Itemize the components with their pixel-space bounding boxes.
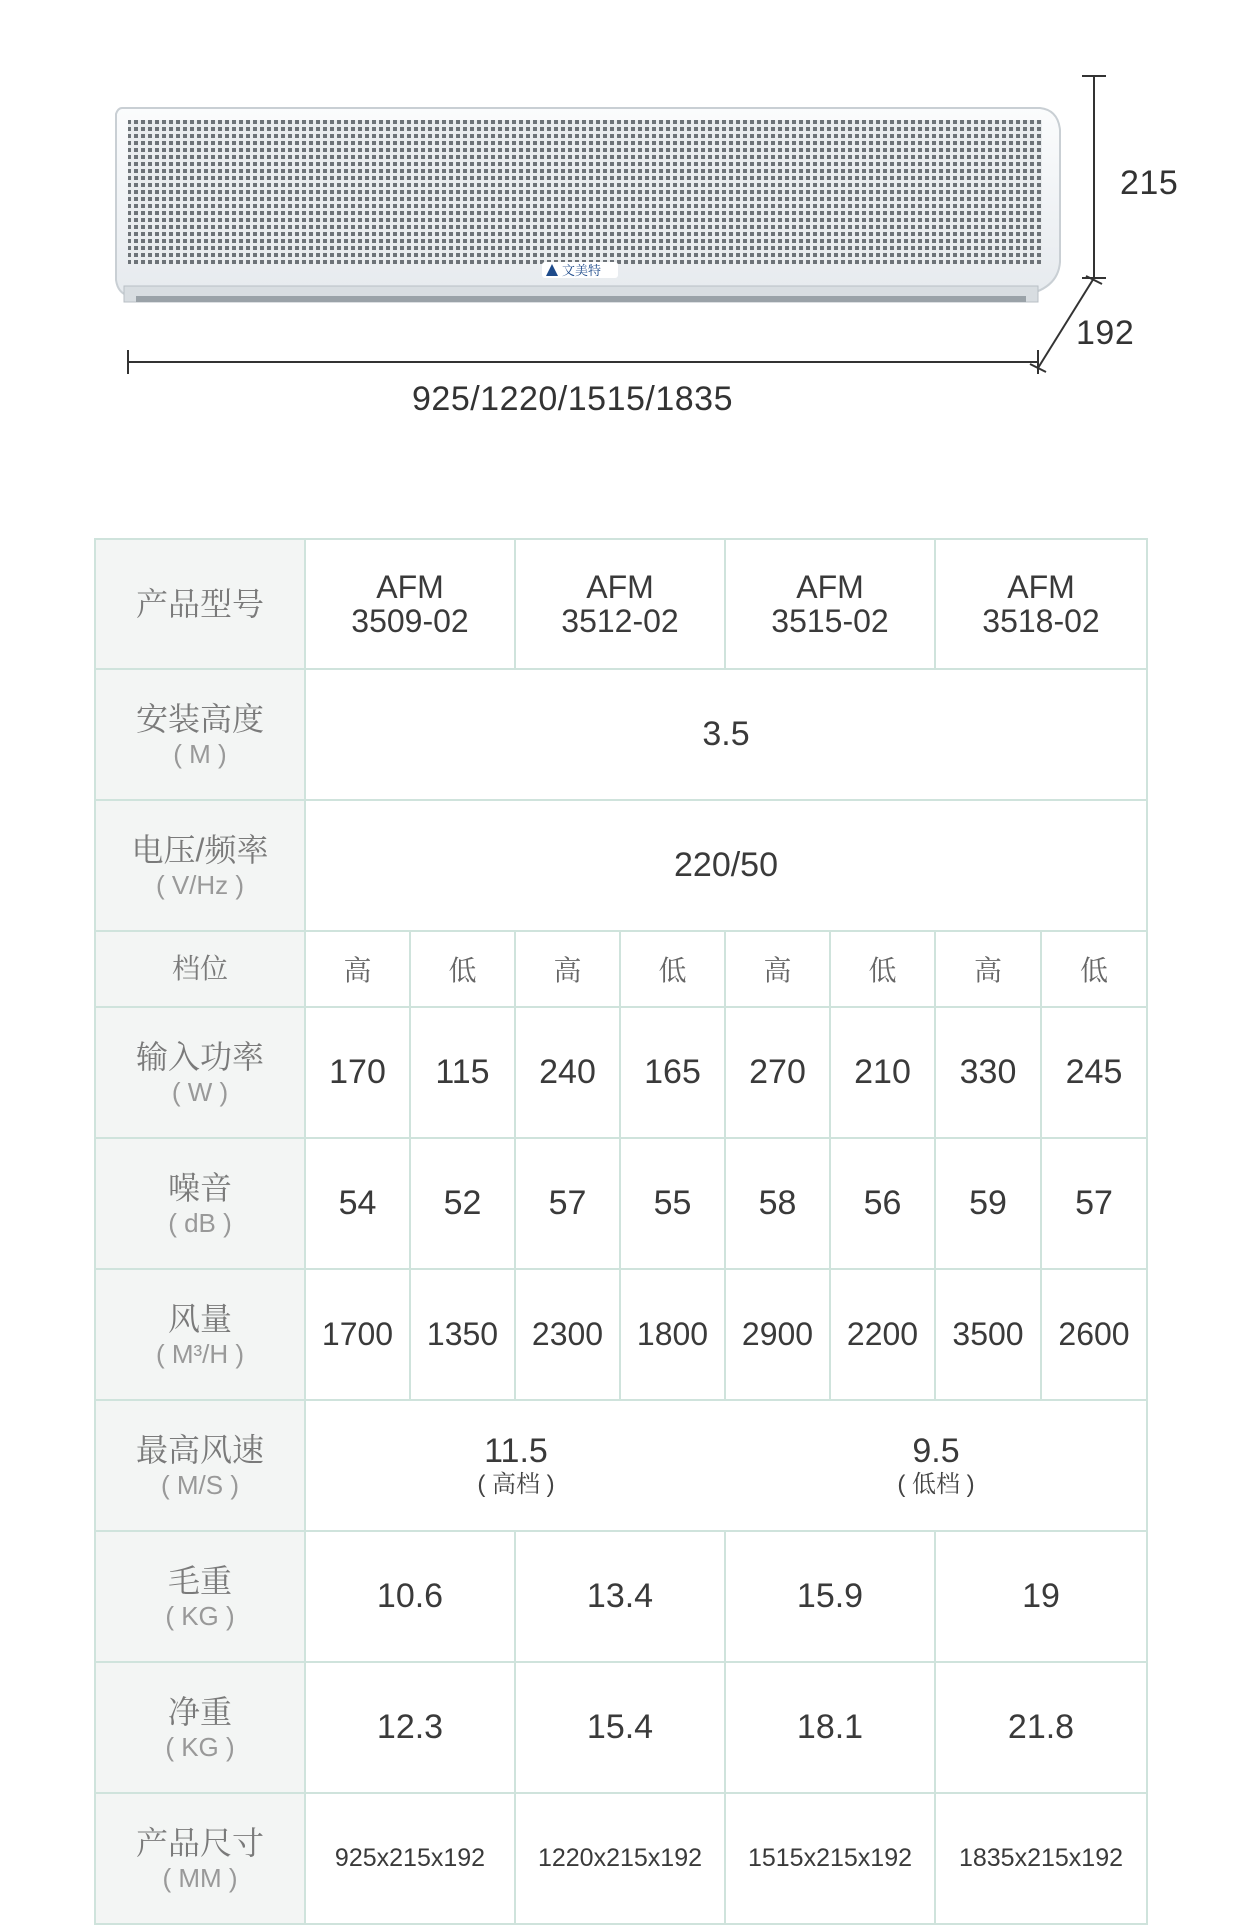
noise-cell: 58 bbox=[725, 1138, 830, 1269]
speed-high-value: 11.5 bbox=[484, 1431, 548, 1470]
noise-cell: 54 bbox=[305, 1138, 410, 1269]
model-name: AFM bbox=[376, 569, 444, 605]
spec-table bbox=[94, 538, 1148, 1925]
label-text: 最高风速 bbox=[135, 1431, 264, 1468]
height-dimension-label: 215 bbox=[1120, 164, 1179, 202]
label-text: 安装高度 bbox=[135, 700, 264, 737]
unit-text: ( KG ) bbox=[165, 1731, 235, 1762]
noise-cell: 59 bbox=[935, 1138, 1041, 1269]
noise-cell: 57 bbox=[1041, 1138, 1147, 1269]
label-text: 毛重 bbox=[167, 1562, 232, 1599]
label-text: 净重 bbox=[167, 1693, 232, 1730]
unit-text: ( W ) bbox=[171, 1076, 229, 1107]
speed-low bbox=[897, 1432, 974, 1500]
model-number: 3512-02 bbox=[561, 603, 679, 639]
power-cell: 330 bbox=[935, 1007, 1041, 1138]
size-cell: 1835x215x192 bbox=[935, 1793, 1147, 1924]
unit-text: ( M ) bbox=[173, 738, 227, 769]
airflow-cell: 1700 bbox=[305, 1269, 410, 1400]
airflow-cell: 1350 bbox=[410, 1269, 515, 1400]
voltage-label bbox=[95, 800, 305, 931]
power-cell: 115 bbox=[410, 1007, 515, 1138]
power-label bbox=[95, 1007, 305, 1138]
gear-cell: 低 bbox=[410, 931, 515, 1007]
model-number: 3518-02 bbox=[982, 603, 1100, 639]
speed-high bbox=[477, 1432, 554, 1500]
model-name: AFM bbox=[796, 569, 864, 605]
model-cell bbox=[725, 539, 935, 669]
airflow-cell: 2200 bbox=[830, 1269, 935, 1400]
gross-weight-cell: 10.6 bbox=[305, 1531, 515, 1662]
gear-cell: 高 bbox=[935, 931, 1041, 1007]
voltage-value: 220/50 bbox=[305, 800, 1147, 931]
airflow-cell: 2900 bbox=[725, 1269, 830, 1400]
gross-weight-cell: 19 bbox=[935, 1531, 1147, 1662]
gross-weight-row bbox=[95, 1531, 1147, 1662]
gear-cell: 高 bbox=[305, 931, 410, 1007]
speed-high-note: ( 高档 ) bbox=[477, 1470, 555, 1498]
label-text: 输入功率 bbox=[135, 1038, 264, 1075]
power-cell: 165 bbox=[620, 1007, 725, 1138]
gear-cell: 低 bbox=[1041, 931, 1147, 1007]
gear-cell: 高 bbox=[515, 931, 620, 1007]
speed-label bbox=[95, 1400, 305, 1531]
net-weight-row bbox=[95, 1662, 1147, 1793]
length-dimension-label: 925/1220/1515/1835 bbox=[412, 380, 733, 418]
unit-text: ( MM ) bbox=[162, 1862, 238, 1893]
unit-text: ( dB ) bbox=[168, 1207, 232, 1238]
airflow-cell: 3500 bbox=[935, 1269, 1041, 1400]
airflow-label bbox=[95, 1269, 305, 1400]
model-number: 3509-02 bbox=[351, 603, 469, 639]
gear-cell: 低 bbox=[620, 931, 725, 1007]
install-height-value: 3.5 bbox=[305, 669, 1147, 800]
size-cell: 925x215x192 bbox=[305, 1793, 515, 1924]
gross-weight-cell: 13.4 bbox=[515, 1531, 725, 1662]
unit-text: ( M³/H ) bbox=[155, 1338, 245, 1369]
noise-cell: 57 bbox=[515, 1138, 620, 1269]
install-height-label bbox=[95, 669, 305, 800]
unit-text: ( KG ) bbox=[165, 1600, 235, 1631]
speed-value-cell bbox=[305, 1400, 1147, 1531]
model-row bbox=[95, 539, 1147, 669]
product-drawing bbox=[0, 0, 1240, 460]
model-cell bbox=[305, 539, 515, 669]
speed-row bbox=[95, 1400, 1147, 1531]
airflow-cell: 2600 bbox=[1041, 1269, 1147, 1400]
install-height-row bbox=[95, 669, 1147, 800]
power-cell: 270 bbox=[725, 1007, 830, 1138]
size-cell: 1220x215x192 bbox=[515, 1793, 725, 1924]
speed-values bbox=[306, 1432, 1146, 1500]
airflow-row bbox=[95, 1269, 1147, 1400]
net-weight-cell: 15.4 bbox=[515, 1662, 725, 1793]
model-name: AFM bbox=[1007, 569, 1075, 605]
power-cell: 245 bbox=[1041, 1007, 1147, 1138]
airflow-cell: 2300 bbox=[515, 1269, 620, 1400]
noise-cell: 52 bbox=[410, 1138, 515, 1269]
label-text: 产品尺寸 bbox=[135, 1824, 264, 1861]
model-label: 产品型号 bbox=[95, 539, 305, 669]
gross-weight-label bbox=[95, 1531, 305, 1662]
voltage-row bbox=[95, 800, 1147, 931]
net-weight-label bbox=[95, 1662, 305, 1793]
gear-cell: 低 bbox=[830, 931, 935, 1007]
model-number: 3515-02 bbox=[771, 603, 889, 639]
label-text: 电压/频率 bbox=[131, 831, 269, 868]
net-weight-cell: 18.1 bbox=[725, 1662, 935, 1793]
brand-logo-text: 文美特 bbox=[562, 264, 602, 279]
depth-dimension-label: 192 bbox=[1076, 314, 1135, 352]
size-label bbox=[95, 1793, 305, 1924]
power-cell: 170 bbox=[305, 1007, 410, 1138]
gross-weight-cell: 15.9 bbox=[725, 1531, 935, 1662]
net-weight-cell: 21.8 bbox=[935, 1662, 1147, 1793]
model-name: AFM bbox=[586, 569, 654, 605]
net-weight-cell: 12.3 bbox=[305, 1662, 515, 1793]
noise-row bbox=[95, 1138, 1147, 1269]
gear-row bbox=[95, 931, 1147, 1007]
noise-label bbox=[95, 1138, 305, 1269]
label-text: 噪音 bbox=[167, 1169, 232, 1206]
model-cell bbox=[935, 539, 1147, 669]
label-text: 风量 bbox=[167, 1300, 232, 1337]
unit-text: ( M/S ) bbox=[161, 1469, 239, 1500]
gear-cell: 高 bbox=[725, 931, 830, 1007]
gear-label: 档位 bbox=[95, 931, 305, 1007]
size-cell: 1515x215x192 bbox=[725, 1793, 935, 1924]
power-row bbox=[95, 1007, 1147, 1138]
power-cell: 240 bbox=[515, 1007, 620, 1138]
speed-low-value: 9.5 bbox=[912, 1431, 960, 1470]
model-cell bbox=[515, 539, 725, 669]
noise-cell: 56 bbox=[830, 1138, 935, 1269]
airflow-cell: 1800 bbox=[620, 1269, 725, 1400]
speed-low-note: ( 低档 ) bbox=[897, 1470, 975, 1498]
unit-text: ( V/Hz ) bbox=[155, 869, 245, 900]
power-cell: 210 bbox=[830, 1007, 935, 1138]
noise-cell: 55 bbox=[620, 1138, 725, 1269]
size-row bbox=[95, 1793, 1147, 1924]
